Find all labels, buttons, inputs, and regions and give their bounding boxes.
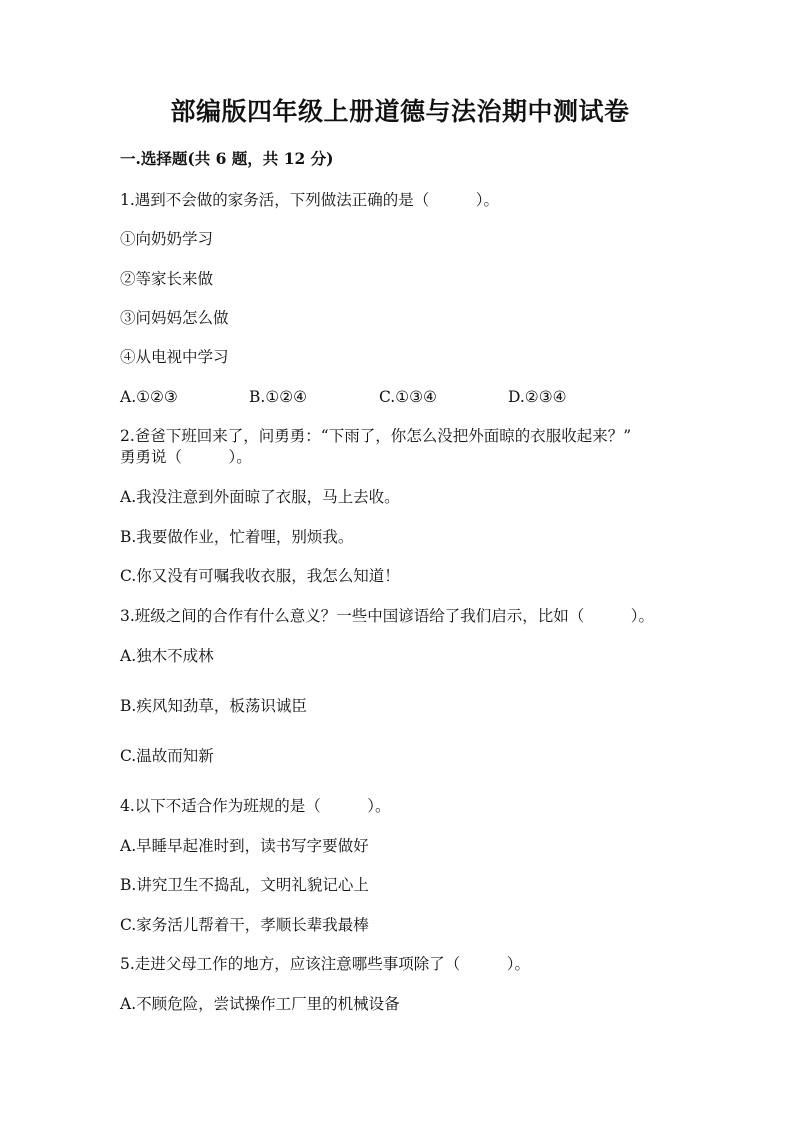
question-2-option-b: B.我要做作业，忙着哩，别烦我。 xyxy=(120,528,354,546)
question-1-item-4: ④从电视中学习 xyxy=(120,348,229,366)
question-2-stem-line-2: 勇勇说（ ）。 xyxy=(120,448,252,466)
question-4-option-b: B.讲究卫生不捣乱，文明礼貌记心上 xyxy=(120,876,369,894)
question-2-option-a: A.我没注意到外面晾了衣服，马上去收。 xyxy=(120,488,400,506)
question-4-stem: 4.以下不适合作为班规的是（ ）。 xyxy=(120,797,391,815)
question-3-option-c: C.温故而知新 xyxy=(120,747,214,765)
question-3-stem: 3.班级之间的合作有什么意义？一些中国谚语给了我们启示，比如（ ）。 xyxy=(120,607,655,625)
question-3-option-a: A.独木不成林 xyxy=(120,647,214,665)
question-5-stem: 5.走进父母工作的地方，应该注意哪些事项除了（ ）。 xyxy=(120,955,531,973)
question-1-item-3: ③问妈妈怎么做 xyxy=(120,309,229,327)
question-1-item-2: ②等家长来做 xyxy=(120,270,214,288)
exam-title: 部编版四年级上册道德与法治期中测试卷 xyxy=(170,97,630,126)
question-1-option-c: C.①③④ xyxy=(379,388,437,406)
section-heading-multiple-choice: 一.选择题(共 6 题，共 12 分) xyxy=(120,149,334,168)
question-1-option-b: B.①②④ xyxy=(249,388,308,406)
question-3-option-b: B.疾风知劲草，板荡识诚臣 xyxy=(120,697,307,715)
question-5-option-a: A.不顾危险，尝试操作工厂里的机械设备 xyxy=(120,995,400,1013)
question-4-option-a: A.早睡早起准时到，读书写字要做好 xyxy=(120,837,369,855)
question-1-option-a: A.①②③ xyxy=(120,388,178,406)
question-1-stem: 1.遇到不会做的家务活，下列做法正确的是（ ）。 xyxy=(120,191,500,209)
question-2-stem-line-1: 2.爸爸下班回来了，问勇勇：“下雨了，你怎么没把外面晾的衣服收起来？” xyxy=(120,427,632,445)
question-1-option-d: D.②③④ xyxy=(508,388,567,406)
question-4-option-c: C.家务活儿帮着干，孝顺长辈我最棒 xyxy=(120,916,369,934)
question-1-item-1: ①向奶奶学习 xyxy=(120,230,214,248)
question-2-option-c: C.你又没有可嘱我收衣服，我怎么知道！ xyxy=(120,567,400,585)
